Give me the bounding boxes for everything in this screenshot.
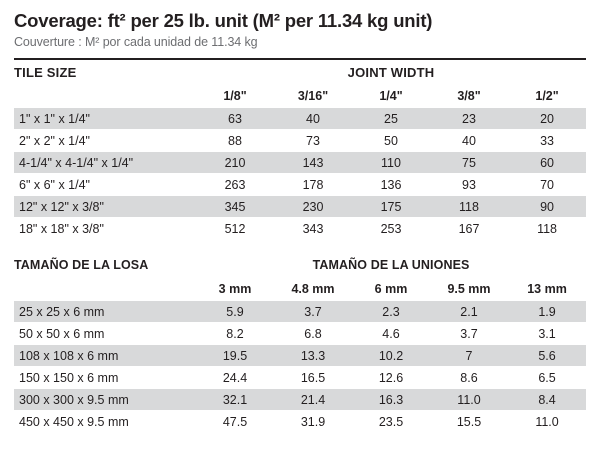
column-header-metric-4: 9.5 mm [430,278,508,301]
row-value: 167 [430,218,508,240]
row-value: 5.6 [508,345,586,367]
column-header-metric-1: 3 mm [196,278,274,301]
row-value: 15.5 [430,411,508,433]
table-row [14,389,586,411]
row-label: 300 x 300 x 9.5 mm [14,389,196,411]
row-value: 70 [508,174,586,196]
tile-size-header: TILE SIZE [14,60,196,85]
row-value: 47.5 [196,411,274,433]
row-value: 23 [430,108,508,130]
row-value: 16.5 [274,367,352,389]
row-value: 88 [196,130,274,152]
row-label: 6" x 6" x 1/4" [14,174,196,196]
row-label: 50 x 50 x 6 mm [14,323,196,345]
row-label: 18" x 18" x 3/8" [14,218,196,240]
row-value: 10.2 [352,345,430,367]
row-value: 21.4 [274,389,352,411]
row-value: 40 [274,108,352,130]
column-header-metric-3: 6 mm [352,278,430,301]
tile-size-header-es: TAMAÑO DE LA LOSA [14,253,196,278]
row-value: 2.3 [352,301,430,323]
joint-width-header-es: TAMAÑO DE LA UNIONES [196,253,586,278]
row-value: 63 [196,108,274,130]
row-value: 32.1 [196,389,274,411]
row-value: 136 [352,174,430,196]
row-value: 8.6 [430,367,508,389]
column-header-4: 3/8" [430,85,508,108]
table-row [14,367,586,389]
row-value: 3.7 [274,301,352,323]
row-value: 118 [430,196,508,218]
table-header-row [14,60,586,85]
row-value: 24.4 [196,367,274,389]
row-label: 1" x 1" x 1/4" [14,108,196,130]
row-value: 345 [196,196,274,218]
row-value: 13.3 [274,345,352,367]
row-value: 118 [508,218,586,240]
row-value: 143 [274,152,352,174]
table-row [14,345,586,367]
page-title: Coverage: ft² per 25 lb. unit (M² per 11.34 kg unit) [14,10,433,31]
column-header-metric-2: 4.8 mm [274,278,352,301]
column-header-metric-5: 13 mm [508,278,586,301]
row-value: 40 [430,130,508,152]
table-header-row-metric [14,253,586,278]
row-label: 25 x 25 x 6 mm [14,301,196,323]
row-value: 25 [352,108,430,130]
row-label: 450 x 450 x 9.5 mm [14,411,196,433]
row-value: 11.0 [430,389,508,411]
table-row [14,411,586,433]
row-value: 75 [430,152,508,174]
row-value: 12.6 [352,367,430,389]
column-header-5: 1/2" [508,85,586,108]
row-label: 4-1/4" x 4-1/4" x 1/4" [14,152,196,174]
row-value: 31.9 [274,411,352,433]
row-label: 12" x 12" x 3/8" [14,196,196,218]
table-row [14,196,586,218]
row-value: 1.9 [508,301,586,323]
row-value: 23.5 [352,411,430,433]
table-column-header-row-metric [14,278,586,301]
row-value: 3.7 [430,323,508,345]
column-header-3: 1/4" [352,85,430,108]
table-column-header-row [14,85,586,108]
joint-width-header: JOINT WIDTH [196,60,586,85]
row-value: 178 [274,174,352,196]
table-spacer [14,240,586,253]
table-row [14,301,586,323]
row-value: 512 [196,218,274,240]
column-header-2: 3/16" [274,85,352,108]
table-row [14,323,586,345]
row-value: 3.1 [508,323,586,345]
row-value: 50 [352,130,430,152]
row-label: 150 x 150 x 6 mm [14,367,196,389]
row-value: 8.2 [196,323,274,345]
row-value: 110 [352,152,430,174]
row-label: 108 x 108 x 6 mm [14,345,196,367]
row-value: 175 [352,196,430,218]
column-header-1: 1/8" [196,85,274,108]
column-header-blank-metric [14,278,196,301]
table-row [14,130,586,152]
row-value: 210 [196,152,274,174]
row-value: 230 [274,196,352,218]
row-value: 7 [430,345,508,367]
row-label: 2" x 2" x 1/4" [14,130,196,152]
row-value: 93 [430,174,508,196]
table-row [14,152,586,174]
row-value: 90 [508,196,586,218]
row-value: 4.6 [352,323,430,345]
coverage-table-metric [14,253,586,433]
table-row [14,108,586,130]
row-value: 33 [508,130,586,152]
row-value: 19.5 [196,345,274,367]
row-value: 5.9 [196,301,274,323]
row-value: 253 [352,218,430,240]
coverage-table-imperial [14,60,586,240]
row-value: 6.8 [274,323,352,345]
row-value: 11.0 [508,411,586,433]
table-row [14,174,586,196]
table-row [14,218,586,240]
row-value: 60 [508,152,586,174]
page-subtitle: Couverture : M² por cada unidad de 11.34 kg [14,35,258,50]
column-header-blank [14,85,196,108]
row-value: 8.4 [508,389,586,411]
row-value: 16.3 [352,389,430,411]
row-value: 343 [274,218,352,240]
row-value: 2.1 [430,301,508,323]
row-value: 73 [274,130,352,152]
row-value: 263 [196,174,274,196]
row-value: 20 [508,108,586,130]
row-value: 6.5 [508,367,586,389]
